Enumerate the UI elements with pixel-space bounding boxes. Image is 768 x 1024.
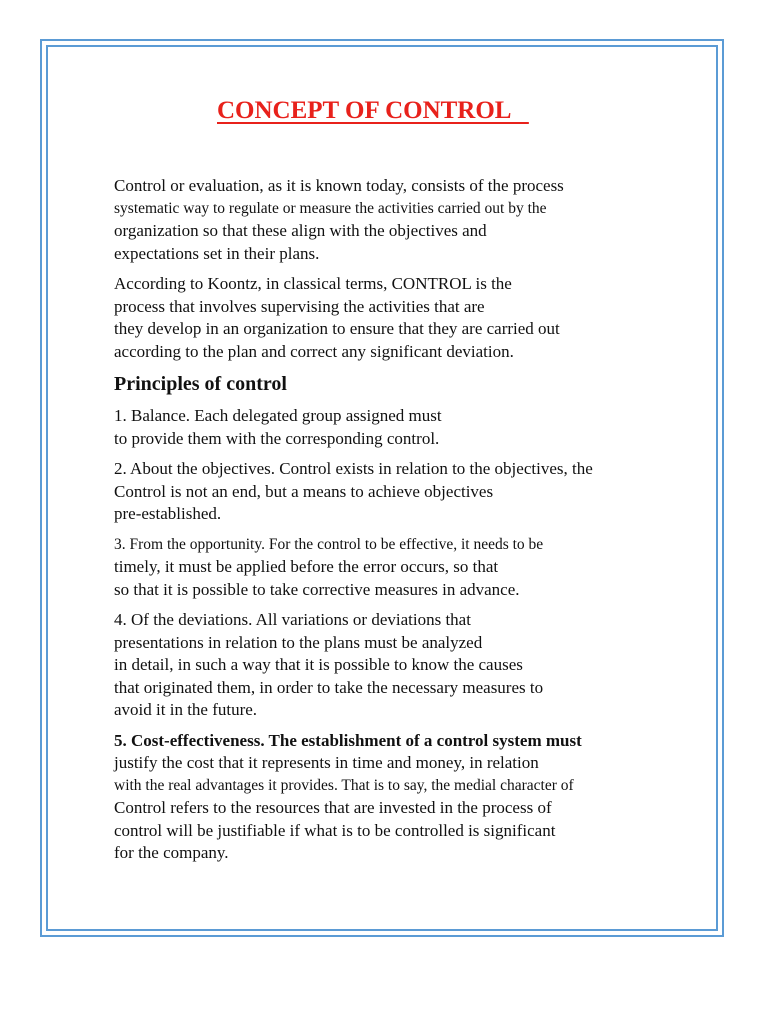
text-line: in detail, in such a way that it is possible to know the causes bbox=[114, 655, 523, 674]
principle-1 bbox=[114, 405, 674, 450]
text-line: 5. Cost-effectiveness. The establishment of a control system must bbox=[114, 730, 582, 750]
section-heading: Principles of control bbox=[114, 373, 287, 395]
text-line: for the company. bbox=[114, 843, 229, 862]
text-line: pre-established. bbox=[114, 504, 222, 523]
principle-3 bbox=[114, 534, 674, 602]
text-line: expectations set in their plans. bbox=[114, 243, 320, 263]
intro-paragraph-2 bbox=[114, 273, 674, 363]
text-line: that originated them, in order to take the necessary measures to bbox=[114, 677, 544, 697]
text-line: timely, it must be applied before the error occurs, so that bbox=[114, 557, 499, 576]
text-line: avoid it in the future. bbox=[114, 700, 258, 719]
text-line: Control is not an end, but a means to achieve objectives bbox=[114, 481, 494, 501]
text-line: Control refers to the resources that are invested in the process of bbox=[114, 798, 552, 817]
text-line: to provide them with the corresponding control. bbox=[114, 428, 440, 448]
text-line: with the real advantages it provides. That is to say, the medial character of bbox=[114, 776, 574, 794]
text-line: organization so that these align with the objectives and bbox=[114, 221, 487, 240]
document-body bbox=[114, 175, 674, 873]
text-line: systematic way to regulate or measure the activities carried out by the bbox=[114, 199, 547, 217]
text-line: according to the plan and correct any significant deviation. bbox=[114, 341, 514, 361]
text-line: 1. Balance. Each delegated group assigned must bbox=[114, 406, 442, 425]
intro-paragraph-1 bbox=[114, 175, 674, 265]
text-line: 3. From the opportunity. For the control to be effective, it needs to be bbox=[114, 535, 544, 553]
text-line: process that involves supervising the activities that are bbox=[114, 296, 485, 316]
text-line: Control or evaluation, as it is known today, consists of the process bbox=[114, 176, 564, 195]
text-line: 2. About the objectives. Control exists in relation to the objectives, the bbox=[114, 459, 593, 478]
principle-2 bbox=[114, 458, 674, 526]
text-line: they develop in an organization to ensure that they are carried out bbox=[114, 319, 560, 338]
text-line: 4. Of the deviations. All variations or deviations that bbox=[114, 610, 471, 629]
text-line: According to Koontz, in classical terms, CONTROL is the bbox=[114, 274, 512, 293]
text-line: presentations in relation to the plans must be analyzed bbox=[114, 632, 483, 652]
text-line: justify the cost that it represents in time and money, in relation bbox=[114, 753, 539, 772]
document-title: CONCEPT OF CONTROL bbox=[217, 97, 529, 124]
principle-5 bbox=[114, 730, 674, 865]
text-line: so that it is possible to take corrective measures in advance. bbox=[114, 579, 520, 599]
text-line: control will be justifiable if what is to be controlled is significant bbox=[114, 820, 556, 840]
principle-4 bbox=[114, 609, 674, 722]
